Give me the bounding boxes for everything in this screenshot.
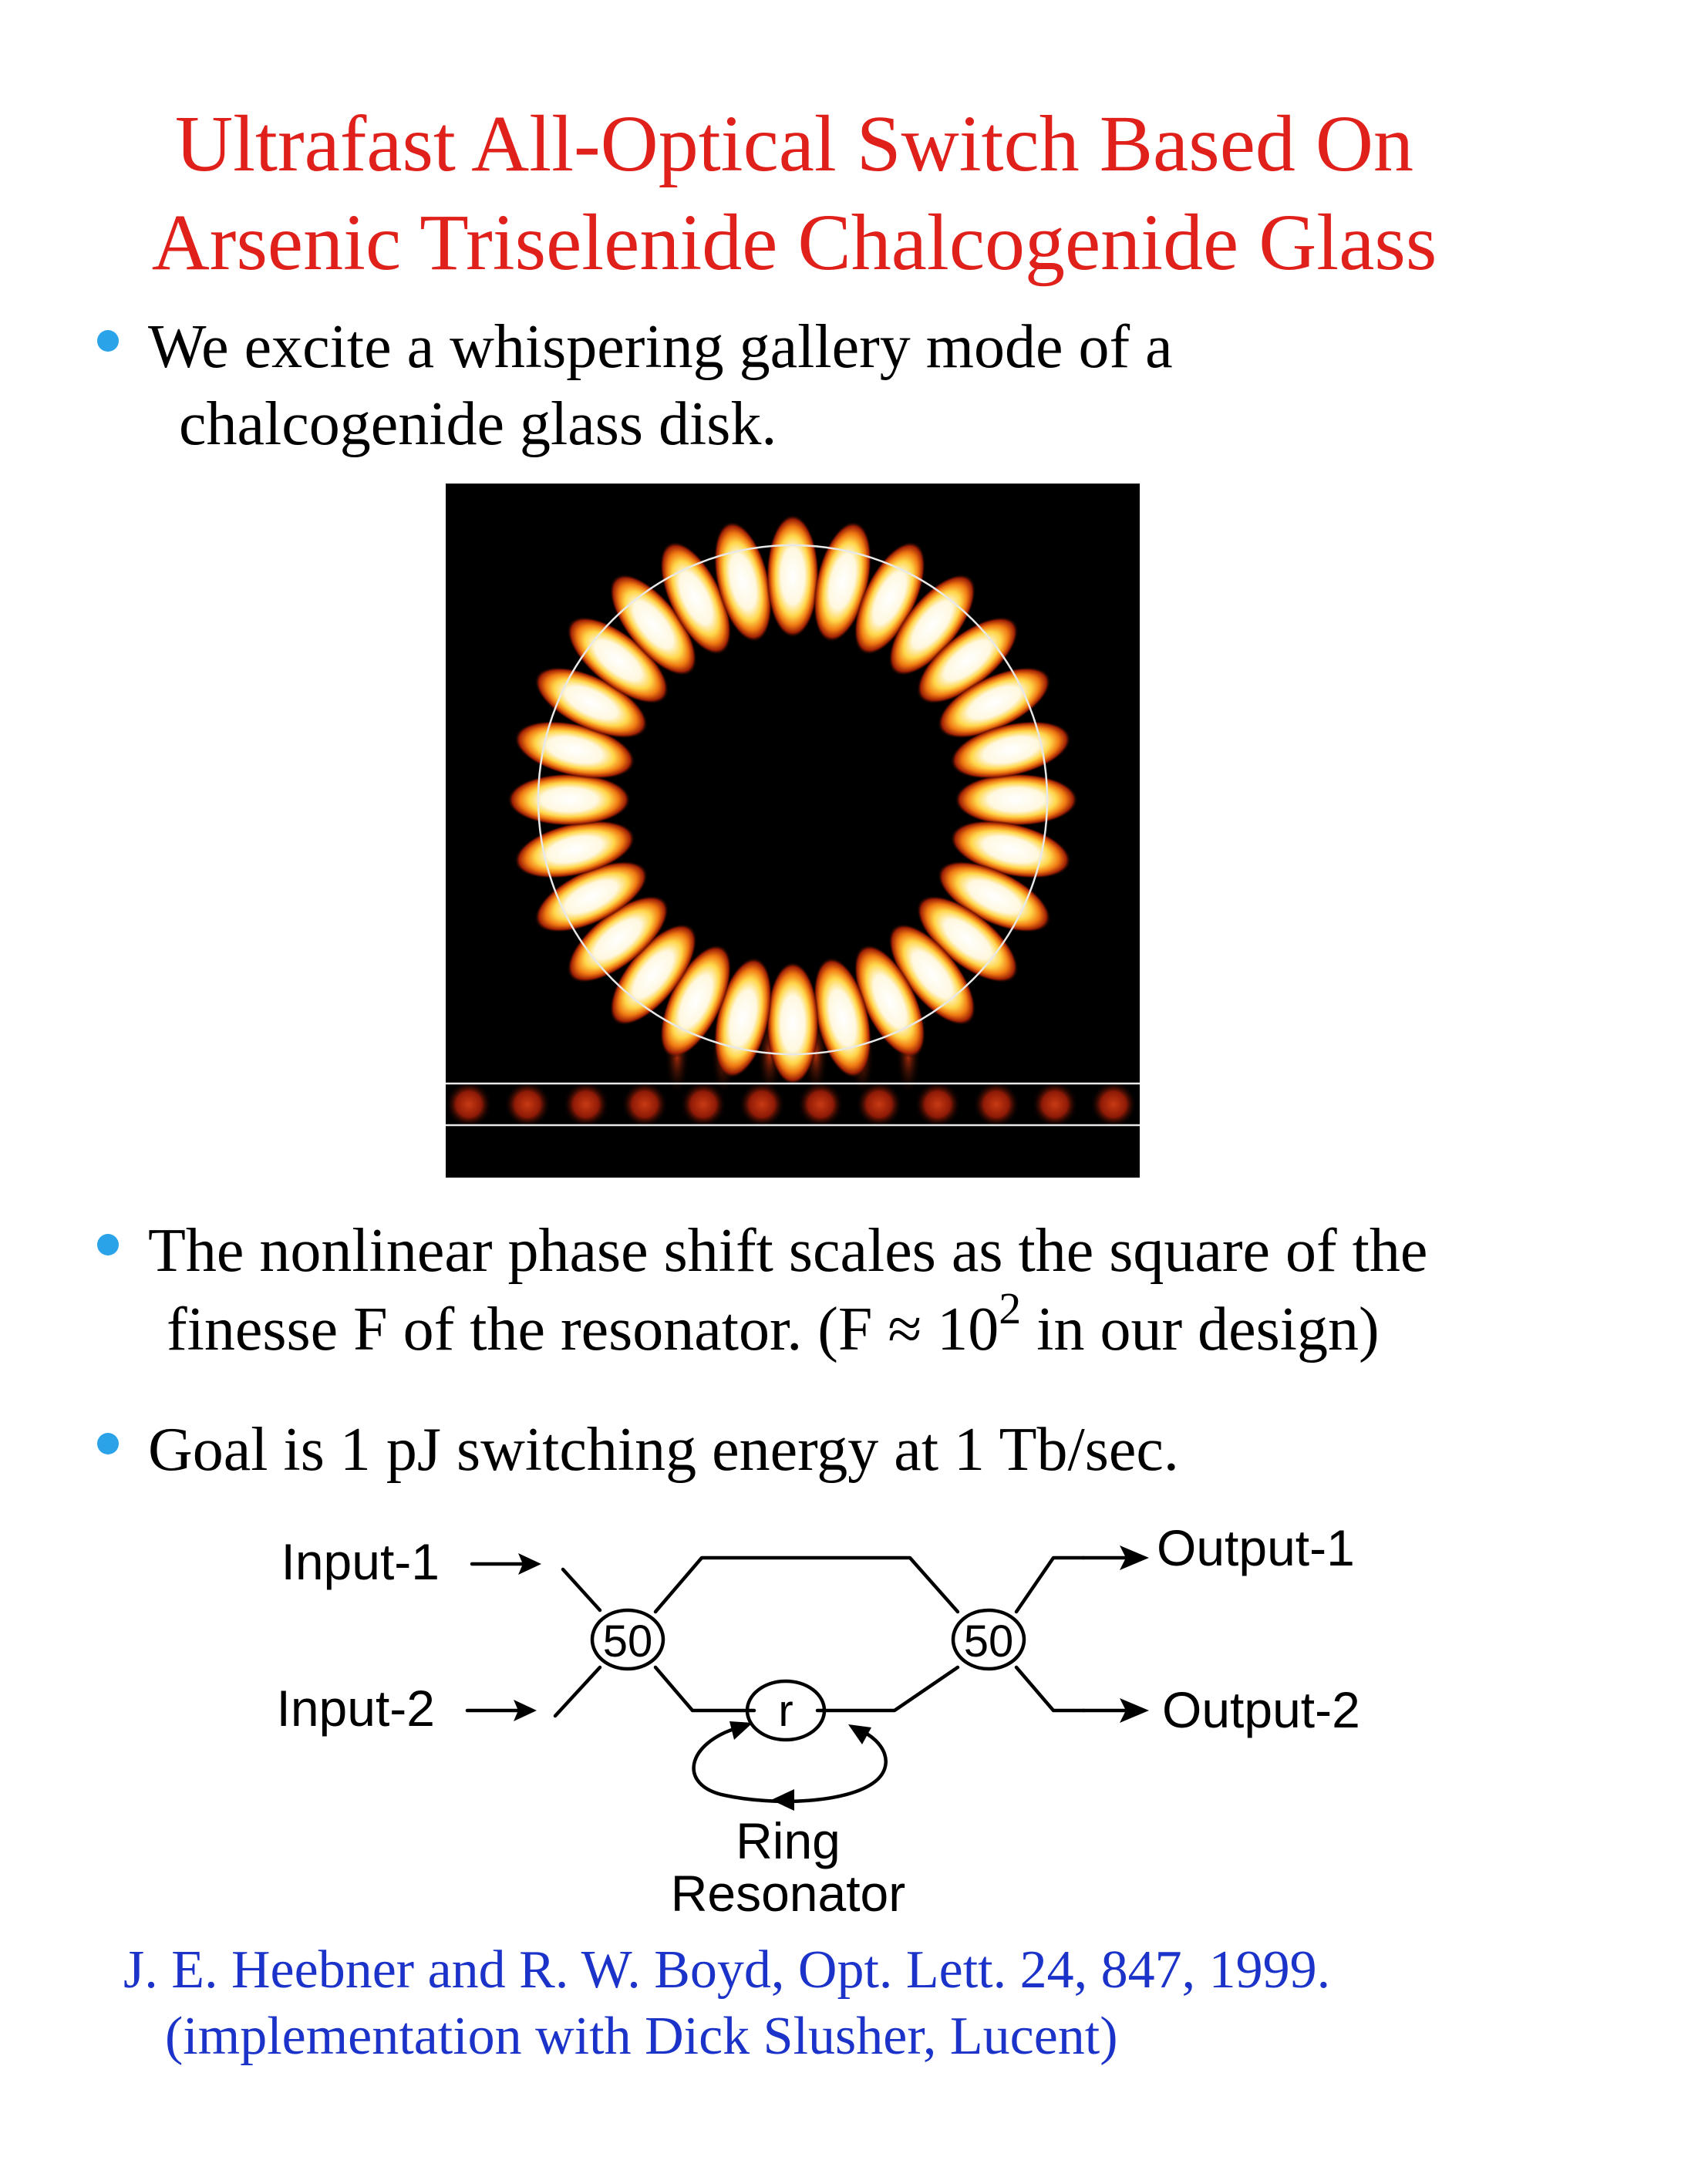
- lower-arm-right: [817, 1667, 958, 1710]
- reference-line-2: (implementation with Dick Slusher, Lucent): [165, 2007, 1118, 2066]
- mode-lobe: [507, 774, 631, 826]
- mach-zehnder-diagram: [231, 1496, 1434, 1928]
- bullet-2-line-2-end: in our design): [1021, 1296, 1380, 1363]
- mode-lobe: [767, 962, 819, 1085]
- title-line-2: Arsenic Triselenide Chalcogenide Glass: [151, 198, 1437, 287]
- output-2-label: Output-2: [1162, 1681, 1360, 1738]
- bullet-2-line-2-start: finesse F of the resonator. (F ≈ 10: [167, 1296, 999, 1363]
- waveguide-lobe: [739, 1081, 785, 1127]
- waveguide-lobe: [1090, 1081, 1137, 1127]
- waveguide-lobe: [680, 1081, 726, 1127]
- bullet-3-line-1: Goal is 1 pJ switching energy at 1 Tb/sec.: [148, 1416, 1179, 1484]
- waveguide-lobe: [563, 1081, 609, 1127]
- bullet-icon: [97, 1234, 119, 1255]
- bullet-icon: [97, 1433, 119, 1454]
- ring-label-line-2: Resonator: [670, 1865, 906, 1922]
- reference-line-1: J. E. Heebner and R. W. Boyd, Opt. Lett. 24, 847, 1999.: [123, 1940, 1331, 2000]
- title-line-1: Ultrafast All-Optical Switch Based On: [175, 99, 1413, 188]
- waveguide-lobe: [622, 1081, 668, 1127]
- ring-symbol: r: [778, 1686, 793, 1736]
- right-coupler-label: 50: [963, 1616, 1014, 1667]
- waveguide-lobe: [504, 1081, 551, 1127]
- output-2-line: [1016, 1667, 1083, 1710]
- loop-arrowhead-left: [729, 1721, 753, 1740]
- bullet-2-line-1: The nonlinear phase shift scales as the square of the: [148, 1217, 1428, 1285]
- bullet-1-line-1: We excite a whispering gallery mode of a: [148, 313, 1173, 381]
- waveguide-lobe: [797, 1081, 844, 1127]
- input-2-label: Input-2: [276, 1680, 435, 1737]
- output-1-label: Output-1: [1157, 1519, 1355, 1576]
- left-coupler-label: 50: [602, 1616, 653, 1667]
- waveguide-lobe: [973, 1081, 1019, 1127]
- input-1-label: Input-1: [281, 1533, 440, 1590]
- waveguide-lobe: [856, 1081, 902, 1127]
- input-1-line: [563, 1569, 600, 1610]
- whispering-gallery-mode-figure: [446, 484, 1140, 1178]
- input-2-line: [555, 1667, 600, 1716]
- waveguide-lobe: [915, 1081, 961, 1127]
- waveguide-lobe: [446, 1081, 492, 1127]
- lower-arm-left: [655, 1667, 754, 1710]
- bullet-1-line-2: chalcogenide glass disk.: [179, 390, 777, 458]
- waveguide-lobe: [1032, 1081, 1078, 1127]
- exponent: 2: [999, 1283, 1022, 1333]
- upper-arm: [655, 1558, 958, 1612]
- ring-label-line-1: Ring: [736, 1812, 841, 1869]
- output-1-line: [1016, 1558, 1083, 1612]
- mode-lobe: [767, 514, 819, 638]
- bullet-icon: [97, 330, 119, 352]
- mode-lobe: [955, 774, 1078, 826]
- loop-arrowhead-bottom: [771, 1789, 794, 1811]
- bullet-2-line-2: [167, 1283, 1380, 1363]
